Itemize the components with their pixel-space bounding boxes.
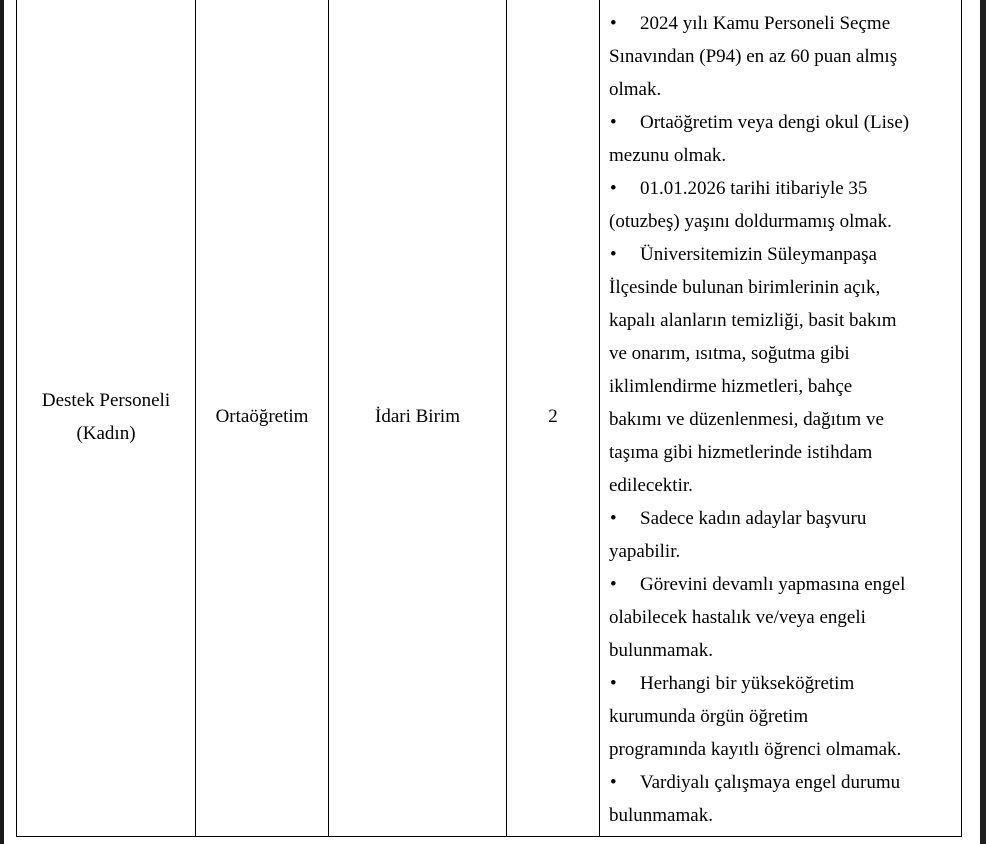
requirement-line (609, 568, 953, 601)
requirement-text: Ortaöğretim veya dengi okul (Lise) (640, 112, 910, 133)
requirement-text: olabilecek hastalık ve/veya engeli (609, 607, 866, 628)
requirement-line (609, 40, 953, 73)
requirement-text: Vardiyalı çalışmaya engel durumu (640, 772, 901, 793)
requirement-text: programında kayıtlı öğrenci olmamak. (609, 739, 902, 760)
requirement-item (609, 7, 953, 106)
requirement-text: bakımı ve düzenlenmesi, dağıtım ve (609, 409, 884, 430)
requirement-item (609, 667, 953, 766)
bullet-icon: • (610, 673, 617, 694)
requirement-line (609, 370, 953, 403)
requirement-text: Herhangi bir yükseköğretim (640, 673, 855, 694)
requirement-text: Sınavından (P94) en az 60 puan almış (609, 46, 898, 67)
requirement-line (609, 271, 953, 304)
requirement-text: edilecektir. (609, 475, 693, 496)
requirement-text: kurumunda örgün öğretim (609, 706, 809, 727)
requirement-text: bulunmamak. (609, 640, 713, 661)
requirement-text: (otuzbeş) yaşını doldurmamış olmak. (609, 211, 892, 232)
requirement-line (609, 667, 953, 700)
requirement-text: kapalı alanların temizliği, basit bakım (609, 310, 897, 331)
requirement-line (609, 238, 953, 271)
position-title-line-1: Destek Personeli (41, 389, 171, 411)
requirement-text: 01.01.2026 tarihi itibariyle 35 (640, 178, 868, 199)
education-cell: Ortaöğretim (196, 0, 329, 837)
bullet-icon: • (610, 13, 617, 34)
requirement-item (609, 568, 953, 667)
right-page-edge (980, 0, 986, 844)
requirement-line (609, 172, 953, 205)
requirement-line (609, 73, 953, 106)
requirement-line (609, 766, 953, 799)
requirement-text: mezunu olmak. (609, 145, 727, 166)
requirement-line (609, 337, 953, 370)
requirement-line (609, 304, 953, 337)
staff-requirements-table (16, 0, 962, 837)
requirement-line (609, 634, 953, 667)
requirement-line (609, 7, 953, 40)
requirement-text: Üniversitemizin Süleymanpaşa (640, 244, 877, 265)
requirement-text: ve onarım, ısıtma, soğutma gibi (609, 343, 850, 364)
requirement-item (609, 238, 953, 502)
requirement-line (609, 436, 953, 469)
requirement-line (609, 403, 953, 436)
requirements-cell (600, 0, 962, 837)
requirement-line (609, 601, 953, 634)
bullet-icon: • (610, 178, 617, 199)
requirement-line (609, 502, 953, 535)
requirement-text: İlçesinde bulunan birimlerinin açık, (609, 277, 881, 298)
requirement-item (609, 106, 953, 172)
requirement-item (609, 502, 953, 568)
bullet-icon: • (610, 574, 617, 595)
requirement-line (609, 139, 953, 172)
requirement-text: Sadece kadın adaylar başvuru (640, 508, 867, 529)
unit-cell: İdari Birim (329, 0, 507, 837)
bullet-icon: • (610, 772, 617, 793)
requirement-text: yapabilir. (609, 541, 681, 562)
bullet-icon: • (610, 508, 617, 529)
requirement-item (609, 172, 953, 238)
requirement-line (609, 700, 953, 733)
requirement-line (609, 205, 953, 238)
left-page-edge (0, 0, 4, 844)
table-row (17, 0, 962, 837)
position-cell (17, 0, 196, 837)
requirement-item (609, 766, 953, 832)
requirement-line (609, 469, 953, 502)
requirement-text: Görevini devamlı yapmasına engel (640, 574, 906, 595)
requirement-text: iklimlendirme hizmetleri, bahçe (609, 376, 853, 397)
requirement-text: bulunmamak. (609, 805, 713, 826)
requirement-text: taşıma gibi hizmetlerinde istihdam (609, 442, 873, 463)
requirement-line (609, 799, 953, 832)
requirement-text: olmak. (609, 79, 662, 100)
requirement-line (609, 733, 953, 766)
requirements-list (609, 7, 953, 832)
requirement-line (609, 535, 953, 568)
requirement-text: 2024 yılı Kamu Personeli Seçme (640, 13, 891, 34)
position-title-line-2: (Kadın) (76, 422, 136, 444)
requirement-line (609, 106, 953, 139)
count-cell: 2 (507, 0, 600, 837)
bullet-icon: • (610, 244, 617, 265)
bullet-icon: • (610, 112, 617, 133)
